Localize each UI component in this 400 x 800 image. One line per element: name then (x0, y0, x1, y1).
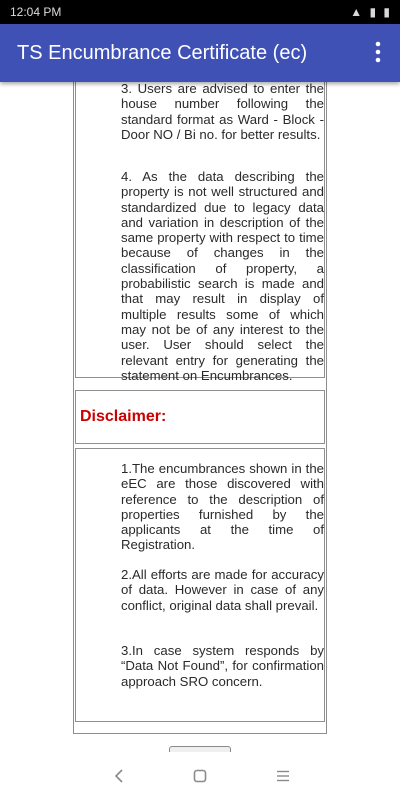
back-icon[interactable] (113, 768, 125, 784)
app-bar (0, 24, 400, 82)
instruction-item-3: 3. Users are advised to enter the house number following the standard format as Ward - Block - Door NO / Bi no. for better results. (121, 82, 324, 142)
home-icon[interactable] (193, 768, 207, 784)
disclaimer-box (75, 448, 325, 722)
instructions-box (75, 82, 325, 383)
disclaimer-item-2: 2.All efforts are made for accuracy of data. However in case of any conflict, original data shall prevail. (121, 567, 324, 613)
status-time: 12:04 PM (10, 5, 62, 19)
instruction-item-4: 4. As the data describing the property is not well structured and standardized due to legacy data and variation in description of the same property with respect to time because of changes in the classification of property, a probabilistic search is made and that may result in display of multiple results some of which may not be of any interest to the user. User should select the relevant entry for generating the statement on Encumbrances. (121, 169, 324, 383)
disclaimer-heading-box (75, 390, 325, 444)
outer-border-bottom (73, 733, 327, 734)
overflow-menu-button[interactable] (362, 37, 394, 69)
status-icons: ▲ ▮ ▮ (350, 5, 392, 19)
disclaimer-item-3: 3.In case system responds by “Data Not Found”, for confirmation approach SRO concern. (121, 643, 324, 689)
disclaimer-heading: Disclaimer: (80, 408, 167, 425)
outer-border-left (73, 82, 74, 734)
web-content[interactable] (0, 82, 400, 762)
app-title: TS Encumbrance Certificate (ec) (17, 42, 308, 64)
disclaimer-item-1: 1.The encumbrances shown in the eEC are those discovered with reference to the description of properties furnished by the applicants at the time of Registration. (121, 461, 324, 553)
outer-border-right (326, 82, 327, 734)
more-vert-icon (374, 41, 382, 63)
status-bar (0, 0, 400, 24)
recents-icon[interactable] (276, 768, 290, 784)
terms-container (73, 82, 327, 734)
navigation-bar (0, 752, 400, 800)
